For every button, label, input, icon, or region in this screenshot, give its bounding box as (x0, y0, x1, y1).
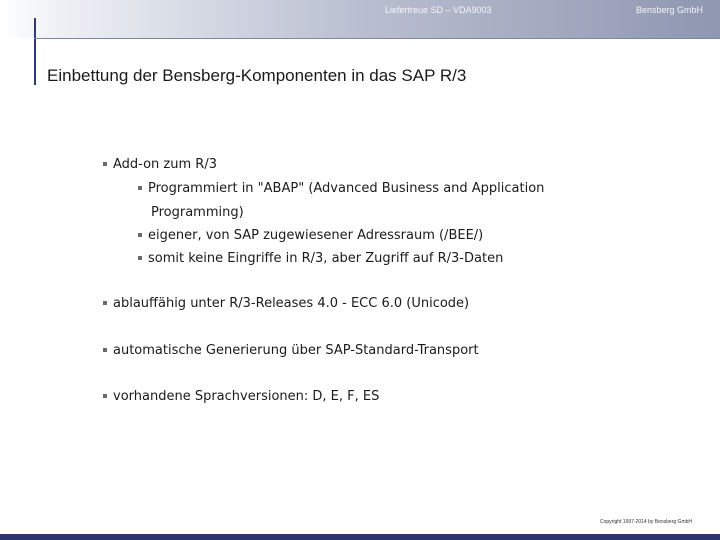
bullet-text: somit keine Eingriffe in R/3, aber Zugriff auf R/3-Daten (148, 251, 504, 266)
square-bullet-icon (103, 348, 107, 352)
title-accent-vertical-line (34, 18, 36, 85)
header-presentation-title: Liefertreue SD – VDA9003 (385, 5, 492, 15)
footer-band (0, 534, 720, 540)
square-bullet-icon (138, 233, 142, 237)
bullet-text: Add-on zum R/3 (113, 157, 217, 172)
bullet-releases (103, 292, 469, 315)
bullet-text: ablauffähig unter R/3-Releases 4.0 - ECC 6.0 (Unicode) (113, 296, 470, 311)
sub-bullet-eingriffe (138, 247, 503, 270)
copyright-notice: Copyright 1997-2014 by Bensberg GmbH (600, 519, 692, 525)
square-bullet-icon (103, 394, 107, 398)
square-bullet-icon (103, 301, 107, 305)
bullet-add-on (103, 153, 217, 176)
header-band (0, 0, 720, 38)
sub-bullet-abap-continuation: Programming) (151, 205, 244, 220)
bullet-text: eigener, von SAP zugewiesener Adressraum (/BEE/) (148, 228, 484, 243)
square-bullet-icon (138, 256, 142, 260)
slide-title: Einbettung der Bensberg-Komponenten in das SAP R/3 (47, 66, 467, 85)
bullet-text: Programmiert in "ABAP" (Advanced Business and Application (148, 181, 545, 196)
bullet-sprachversionen (103, 385, 379, 408)
square-bullet-icon (138, 186, 142, 190)
square-bullet-icon (103, 162, 107, 166)
bullet-text: vorhandene Sprachversionen: D, E, F, ES (113, 389, 380, 404)
sub-bullet-abap (138, 177, 544, 200)
header-company-name: Bensberg GmbH (636, 5, 704, 15)
bullet-generierung (103, 339, 479, 362)
sub-bullet-adressraum (138, 224, 483, 247)
header-divider-line (34, 38, 720, 39)
bullet-text: automatische Generierung über SAP-Standard-Transport (113, 343, 479, 358)
